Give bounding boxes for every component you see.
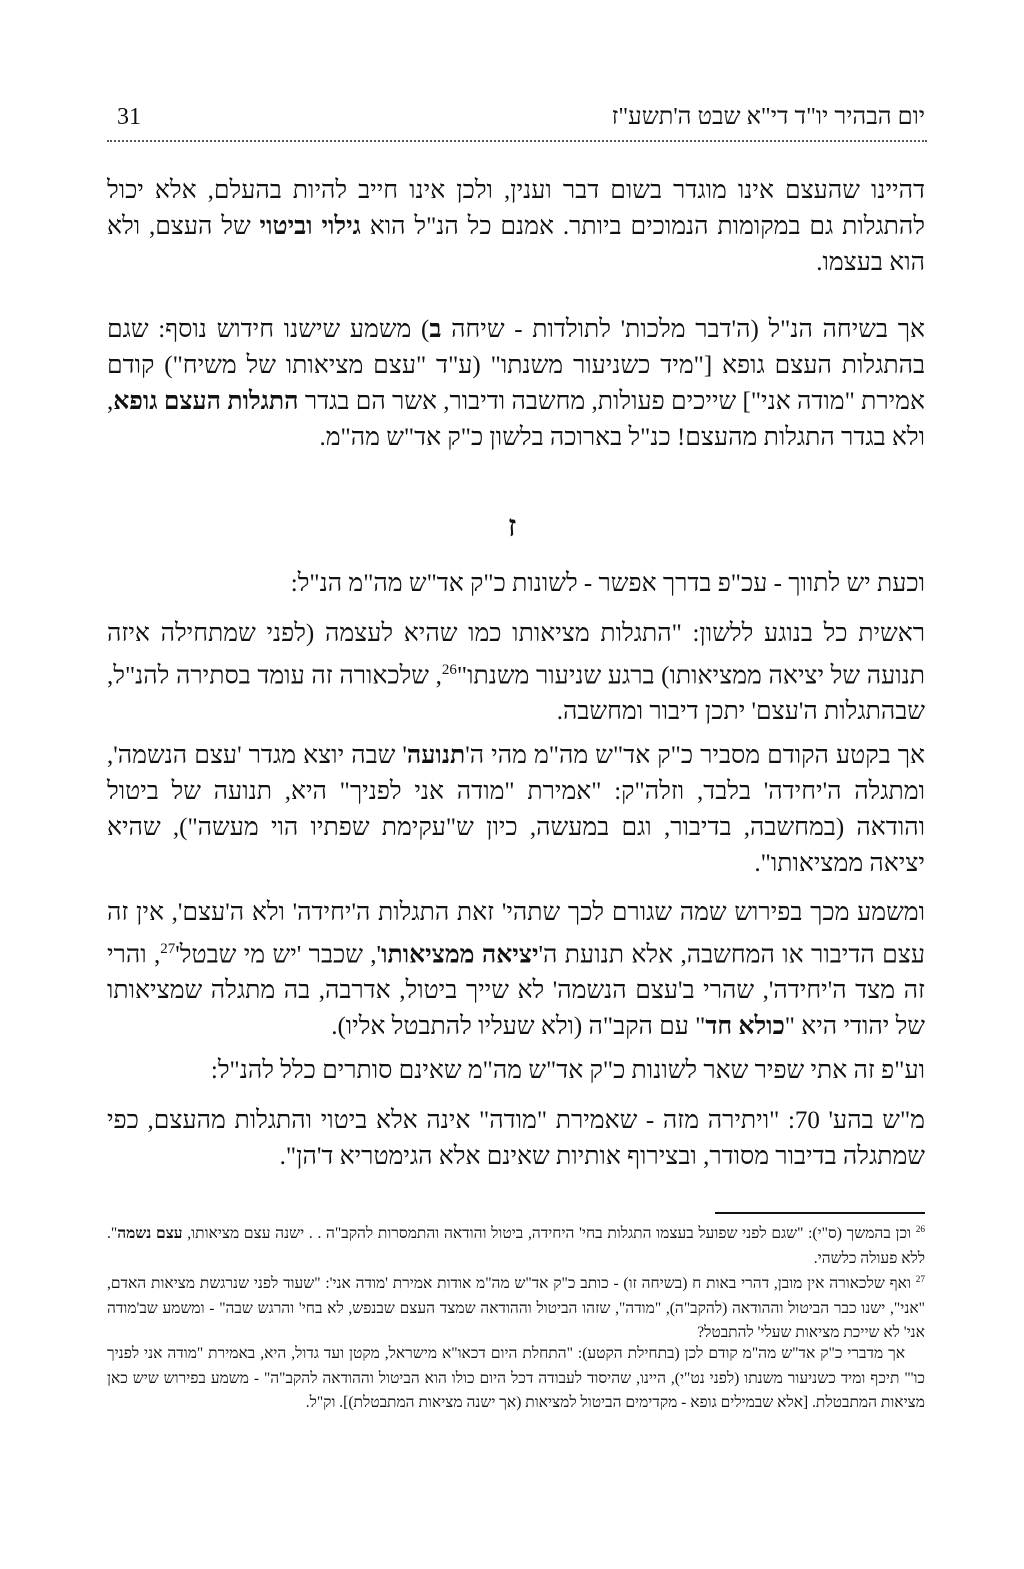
bold-text: יציאה ממציאותו — [381, 941, 539, 969]
text-run: " עם הקב"ה (ולא שעליו להתבטל אליו). — [331, 1013, 706, 1041]
paragraph — [107, 616, 925, 730]
text-run: וכן בהמשך (ס"י): "שגם לפני שפועל בעצמו התגלות בחי' היחידה, ביטול והודאה והתמסרות להקב"ה . . ישנה עצם מציאותו, — [182, 1225, 916, 1243]
text-run: של העצם, ולא הוא בעצמו. — [107, 213, 925, 276]
page-number: 31 — [117, 104, 141, 130]
header-divider — [107, 140, 927, 142]
footnote-26 — [107, 1218, 925, 1271]
bold-text: עצם נשמה — [117, 1225, 183, 1243]
footnote-27 — [107, 1268, 925, 1346]
text-run: ) משמע שישנו חידוש נוסף: שגם בהתגלות העצם גופא ["מיד כשניעור משנתו" (ע"ד "עצם מציאותו של משיח") קודם אמירת "מודה אני"] שייכים פעולות, מחשבה ודיבור, אשר הם בגדר — [107, 316, 925, 415]
text-run: וע"פ זה אתי שפיר שאר לשונות כ"ק אד"ש מה"מ שאינם סותרים כלל להנ"ל: — [210, 1057, 925, 1084]
paragraph — [107, 738, 925, 882]
bold-text: ב — [429, 316, 442, 343]
paragraph — [107, 312, 925, 456]
paragraph — [107, 173, 925, 281]
text-run: , והרי זה מצד ה'יחידה', שהרי ב'עצם הנשמה' לא שייך ביטול, אדרבה, בה מתגלה שמציאותו של יהודי היא " — [107, 941, 925, 1041]
footnote-marker: 26 — [915, 1225, 925, 1235]
text-run: ראשית כל בנוגע ללשון: "התגלות מציאותו כמו שהיא לעצמה (לפני שמתחילה איזה תנועה של יציאה ממציאותו) ברגע שניעור משנתו" — [107, 620, 925, 690]
bold-text: כולא חד — [705, 1013, 785, 1041]
footnote-marker: 27 — [915, 1275, 925, 1285]
text-run: , ולא בגדר התגלות מהעצם! כנ"ל בארוכה בלשון כ"ק אד"ש מה"מ. — [107, 388, 925, 451]
text-run: ומשמע מכך בפירוש שמה שגורם לכך שתהי' זאת התגלות ה'יחידה' ולא ה'עצם', אין זה עצם הדיבור או המחשבה, אלא תנועת ה' — [107, 899, 925, 969]
paragraph — [107, 895, 925, 1045]
text-run: מ"ש בהע' 70: "ויתירה מזה - שאמירת "מודה" אינה אלא ביטוי והתגלות מהעצם, כפי שמתגלה בדיבור מסודר, ובצירוף אותיות שאינם אלא הגימטריא ד'הן". — [107, 1107, 925, 1170]
footnote-divider — [715, 1212, 925, 1214]
bold-text: גילוי וביטוי — [259, 213, 361, 240]
text-run: ". ללא פעולה כלשהי. — [107, 1225, 925, 1267]
text-run: וכעת יש לתווך - עכ"פ בדרך אפשר - לשונות כ"ק אד"ש מה"מ הנ"ל: — [290, 570, 925, 597]
footnote-marker: 26 — [441, 662, 457, 678]
text-run: אך מדברי כ"ק אד"ש מה"מ קודם לכן (בתחילת הקטע): "התחלת היום דכאו"א מישראל, מקטן ועד גדול, היא, באמירת "מודה אני לפניך כו'" תיכף ומיד כשניעור משנתו (לפני נט"י), היינו, שהיסוד לעבודה דכל היום כולו הוא הביטול וההודאה להקב"ה" - משמע בפירוש שיש כאן מציאות המתבטלת. [אלא שבמילים גופא - מקדימים הביטול למציאות (אך ישנה מציאות המתבטלת)]. וק"ל. — [107, 1345, 925, 1411]
text-run: דהיינו שהעצם אינו מוגדר בשום דבר וענין, ולכן אינו חייב להיות בהעלם, אלא יכול להתגלות גם במקומות הנמוכים ביותר. אמנם כל הנ"ל הוא — [107, 177, 925, 240]
paragraph — [107, 566, 925, 602]
text-run: ', שכבר 'יש מי שבטל' — [175, 941, 382, 969]
text-run: אך בקטע הקודם מסביר כ"ק אד"ש מה"מ מהי ה' — [465, 742, 925, 769]
paragraph — [107, 1053, 925, 1089]
text-run: , שלכאורה זה עומד בסתירה להנ"ל, שבהתגלות ה'עצם' יתכן דיבור ומחשבה. — [107, 662, 925, 726]
bold-text: תנועה — [406, 742, 466, 769]
text-run: ואף שלכאורה אין מובן, דהרי באות ח (בשיחה זו) - כותב כ"ק אד"ש מה"מ אודות אמירת 'מודה אני': "שעוד לפני שנרגשת מציאות האדם, "אני", ישנו כבר הביטול וההודאה (להקב"ה), "מודה", שזהו הביטול וההודאה שמצד העצם שבנפש, לא בחי' והרגש שבה" - ומשמע שב'מודה אני' לא שייכת מציאות שעלי' להתבטל? — [107, 1275, 925, 1342]
section-heading: ז — [507, 510, 517, 543]
text-run: ' שבה יוצא מגדר 'עצם הנשמה', ומתגלה ה'יחידה' בלבד, וזלה"ק: "אמירת "מודה אני לפניך" היא, תנועה של ביטול והודאה (במחשבה, בדיבור, וגם במעשה, כיון ש"עקימת שפתיו הוי מעשה"), שהיא יציאה ממציאותו". — [107, 742, 925, 877]
footnote-27-continued — [107, 1342, 925, 1416]
paragraph — [107, 1103, 925, 1175]
running-header-title: יום הבהיר יו"ד די"א שבט ה'תשע"ז — [611, 104, 925, 130]
footnote-marker: 27 — [160, 941, 176, 957]
bold-text: התגלות העצם גופא — [113, 388, 299, 415]
text-run: אך בשיחה הנ"ל (ה'דבר מלכות' לתולדות - שיחה — [441, 316, 925, 343]
